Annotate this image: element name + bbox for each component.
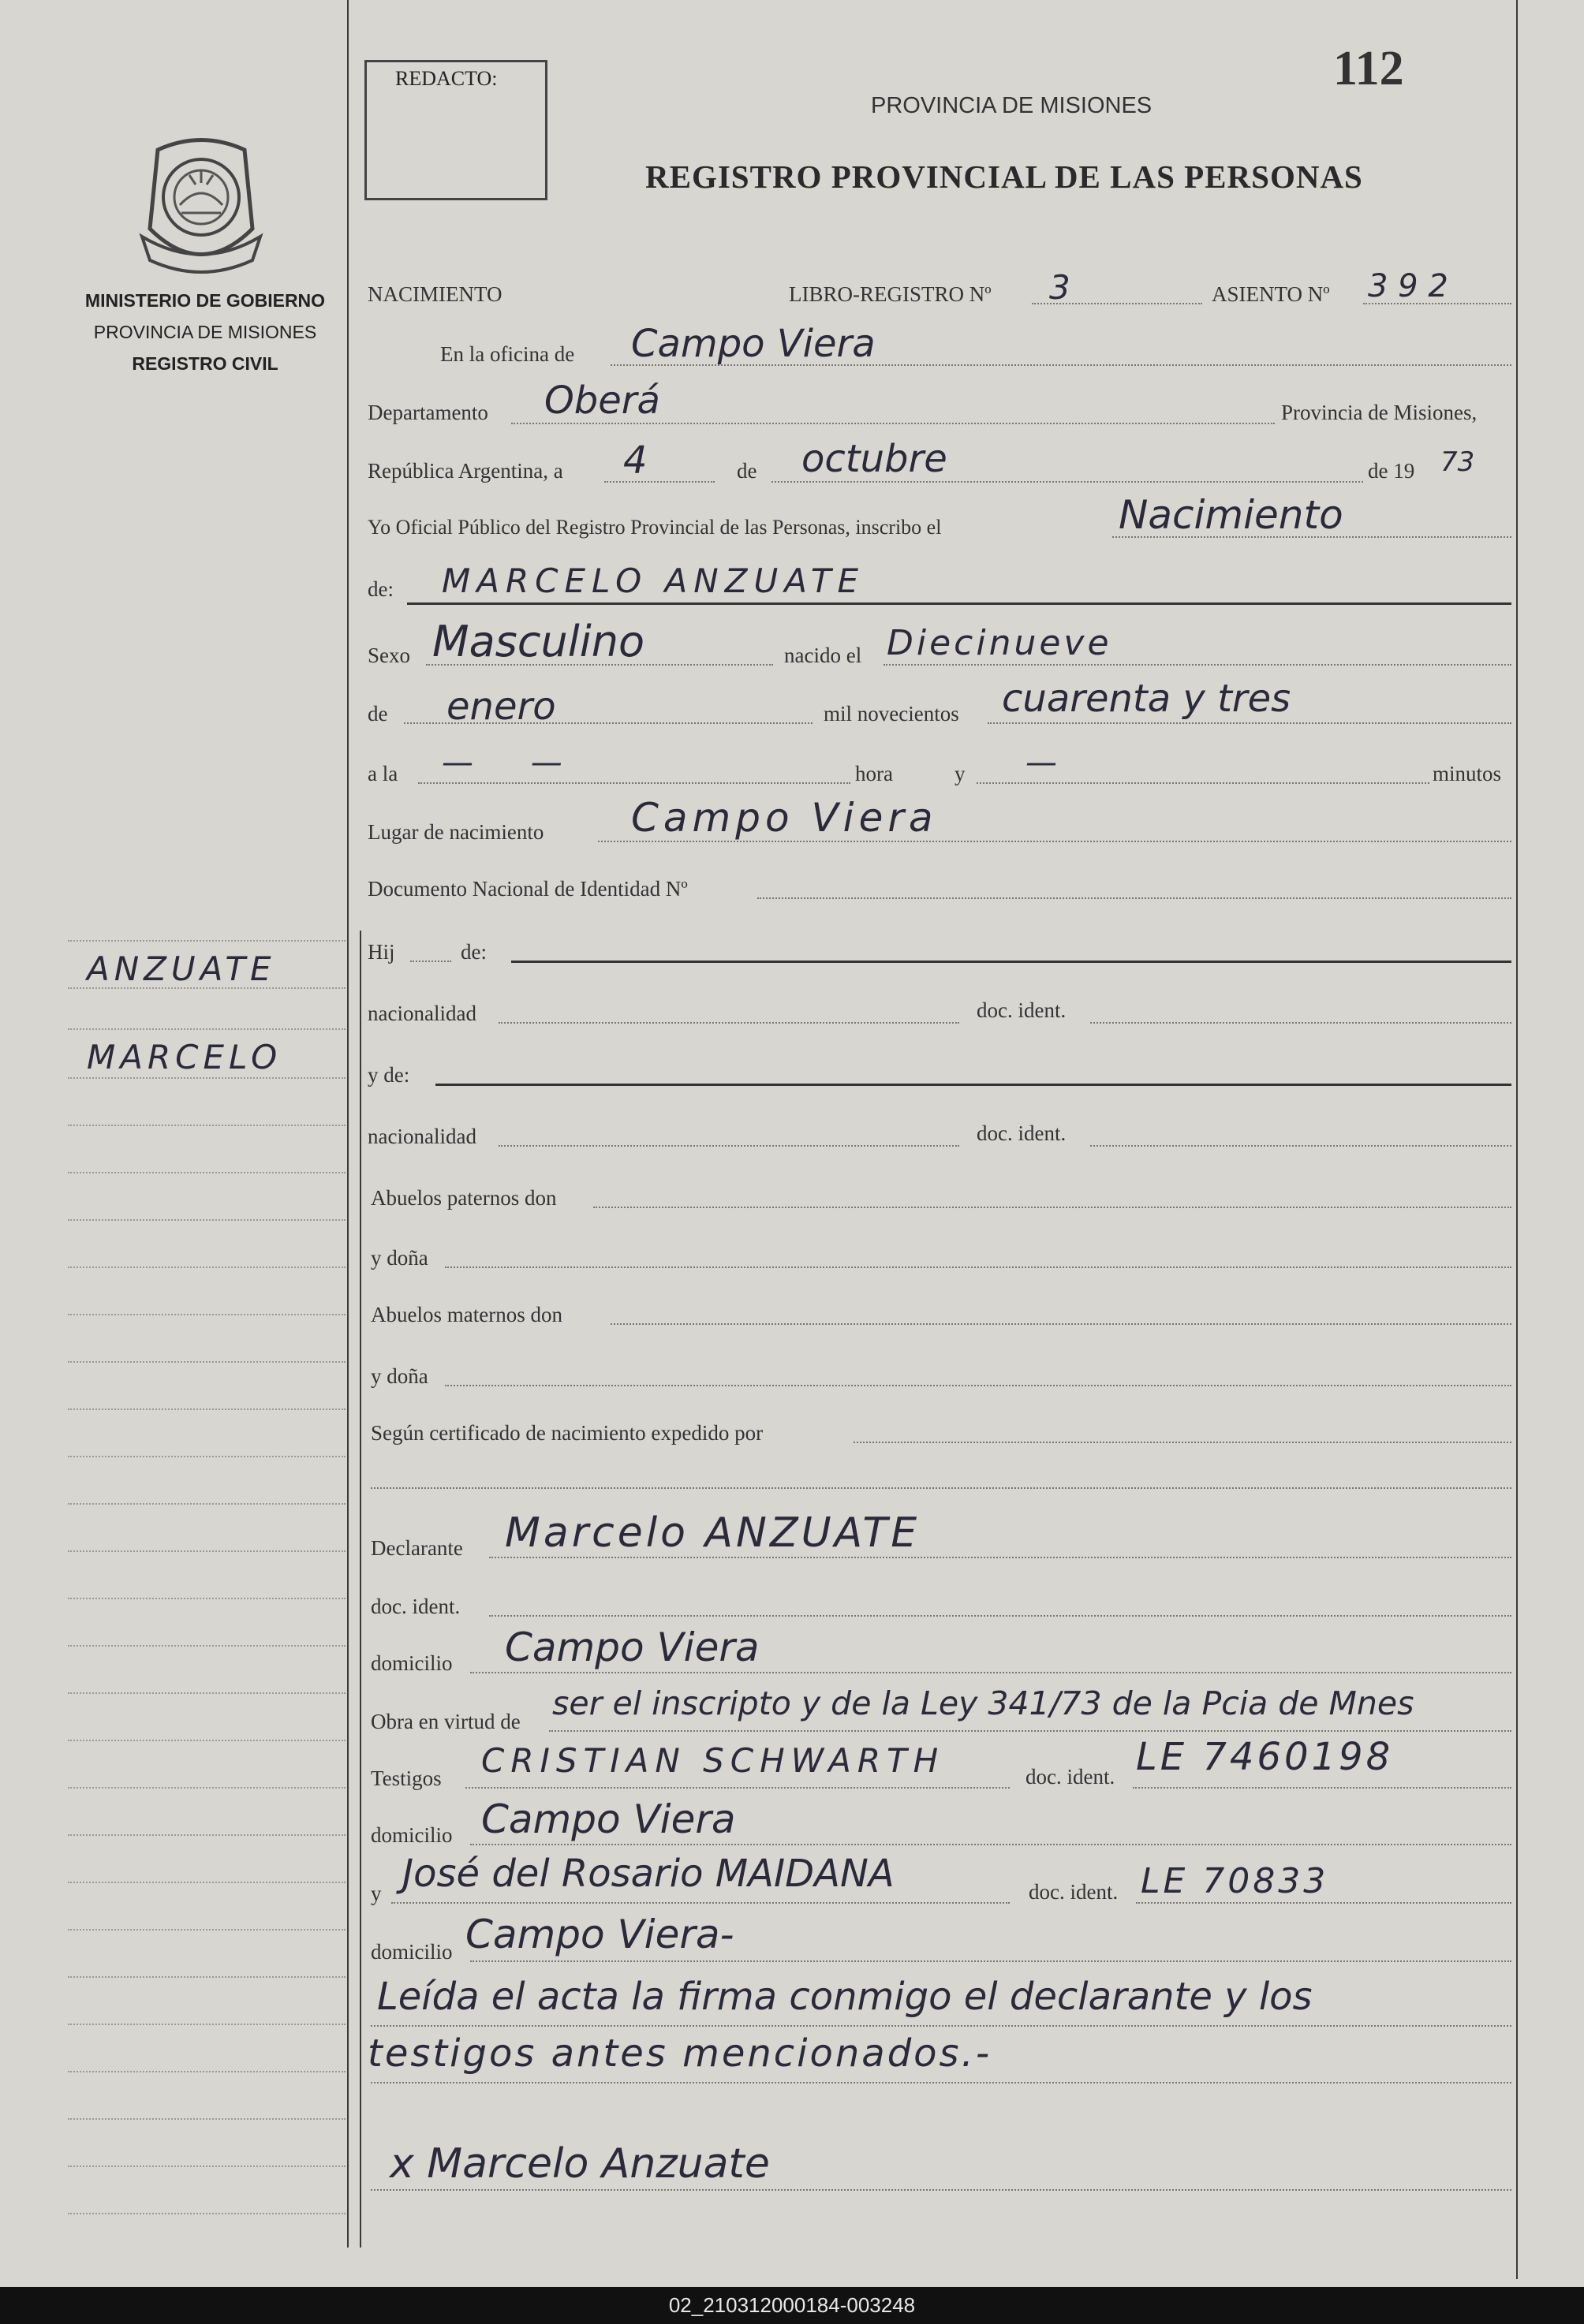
department-label: Departamento [368, 401, 488, 424]
declarant-label: Declarante [371, 1536, 463, 1560]
born-month-value: enero [446, 685, 556, 729]
page-border-left [347, 0, 349, 2248]
dni-label: Documento Nacional de Identidad Nº [368, 877, 688, 901]
maternal-line [611, 1323, 1511, 1325]
redacto-box [364, 60, 547, 200]
witness2-name: José del Rosario MAIDANA [402, 1852, 895, 1896]
witness1-domicile-line [470, 1844, 1511, 1845]
birthplace-line [598, 841, 1511, 842]
dni-line [757, 897, 1511, 899]
margin-line [68, 1929, 346, 1930]
closing-line-2: testigos antes mencionados.- [368, 2031, 992, 2076]
signature: x Marcelo Anzuate [390, 2140, 770, 2188]
margin-line [68, 1550, 346, 1552]
paternal-dona-line [445, 1266, 1511, 1268]
margin-line [68, 2024, 346, 2025]
province-heading: PROVINCIA DE MISIONES [871, 93, 1153, 118]
by-virtue-label: Obra en virtud de [371, 1710, 521, 1733]
margin-line [68, 1361, 346, 1363]
closing-line-rule-2 [371, 2082, 1511, 2083]
doc-ident-label-1: doc. ident. [977, 998, 1067, 1022]
witnesses-label: Testigos [371, 1766, 442, 1790]
registry-title: REGISTRO PROVINCIAL DE LAS PERSONAS [645, 159, 1363, 195]
ministry-line-3: REGISTRO CIVIL [132, 353, 278, 374]
birthplace-value: Campo Viera [631, 795, 938, 841]
margin-line [68, 1125, 346, 1126]
redacto-label: REDACTO: [395, 67, 498, 90]
month-line [771, 481, 1363, 483]
doc-ident-line-2 [1090, 1145, 1511, 1147]
by-virtue-line [549, 1730, 1511, 1732]
witness2-doc-label: doc. ident. [1029, 1880, 1119, 1904]
margin-line [68, 2213, 346, 2214]
born-label: nacido el [784, 643, 862, 667]
closing-line-1: Leída el acta la firma conmigo el declarante y los [377, 1975, 1313, 2019]
de-colon-label: de: [368, 577, 394, 601]
parent2-line [435, 1084, 1511, 1086]
born-year-value: cuarenta y tres [1002, 677, 1291, 721]
book-value: 3 [1049, 268, 1070, 307]
minutes-line [977, 782, 1429, 784]
minutes-label: minutos [1433, 762, 1502, 785]
at-label: a la [368, 762, 398, 785]
book-label: LIBRO-REGISTRO Nº [789, 282, 992, 306]
declarant-doc-line [489, 1615, 1511, 1617]
margin-line [68, 1598, 346, 1599]
declarant-line [489, 1557, 1511, 1558]
margin-line [68, 1692, 346, 1694]
witness2-line [391, 1902, 1010, 1904]
certificate-line [854, 1442, 1511, 1443]
ministry-line-2: PROVINCIA DE MISIONES [93, 322, 317, 342]
nationality-line-2 [499, 1145, 959, 1147]
birthplace-label: Lugar de nacimiento [368, 820, 544, 844]
sex-value: Masculino [432, 617, 644, 666]
witness1-name: CRISTIAN SCHWARTH [481, 1741, 945, 1780]
department-line [511, 423, 1275, 424]
year-value: 73 [1440, 446, 1475, 478]
margin-line [68, 2118, 346, 2120]
witness1-domicile-label: domicilio [371, 1823, 453, 1847]
witness1-doc: LE 7460198 [1136, 1735, 1394, 1779]
officer-label: Yo Oficial Público del Registro Provincial de las Personas, inscribo el [368, 516, 942, 539]
margin-given-name: MARCELO [87, 1038, 282, 1076]
paternal-label: Abuelos paternos don [371, 1186, 557, 1210]
margin-line [68, 1503, 346, 1505]
witness2-domicile-label: domicilio [371, 1940, 453, 1964]
office-value: Campo Viera [631, 322, 876, 366]
day-value: 4 [623, 438, 648, 483]
declarant-domicile-line [470, 1672, 1511, 1673]
content-rule [360, 931, 361, 2248]
department-value: Oberá [544, 379, 660, 423]
witness2-domicile: Campo Viera- [465, 1912, 734, 1957]
margin-line [68, 1219, 346, 1221]
margin-line [68, 1314, 346, 1315]
record-type-label: NACIMIENTO [368, 282, 502, 306]
nationality-line-1 [499, 1022, 959, 1024]
margin-line [68, 1740, 346, 1741]
page-border-right [1516, 0, 1518, 2279]
child-of-label: de: [461, 940, 487, 964]
margin-line [68, 940, 346, 942]
nationality-label-2: nacionalidad [368, 1125, 476, 1148]
de-label: de [737, 459, 757, 483]
entry-label: ASIENTO Nº [1212, 282, 1330, 306]
signature-rule [371, 2189, 1511, 2191]
margin-line [68, 2071, 346, 2072]
entry-value: 3 9 2 [1368, 268, 1448, 304]
declarant-value: Marcelo ANZUATE [505, 1509, 921, 1557]
margin-line [68, 1028, 346, 1030]
officer-value: Nacimiento [1119, 492, 1343, 538]
minutes-value: — [1025, 744, 1057, 781]
year-label: de 19 [1368, 459, 1415, 483]
maternal-dona-label: y doña [371, 1364, 428, 1388]
declarant-doc-label: doc. ident. [371, 1595, 461, 1618]
margin-line [68, 1834, 346, 1836]
and-of-label: y de: [368, 1063, 410, 1087]
province-suffix: Provincia de Misiones, [1281, 401, 1478, 424]
margin-line [68, 1645, 346, 1647]
month-prefix: de [368, 702, 388, 726]
child-gender-line [410, 961, 451, 962]
born-day-line [884, 664, 1511, 666]
doc-ident-line-1 [1090, 1022, 1511, 1024]
closing-line-rule-1 [371, 2025, 1511, 2027]
margin-line [68, 1882, 346, 1883]
day-line [604, 481, 715, 483]
margin-line [68, 2165, 346, 2167]
margin-line [68, 1976, 346, 1978]
witness1-doc-label: doc. ident. [1025, 1765, 1115, 1789]
margin-surname: ANZUATE [87, 949, 276, 988]
republic-label: República Argentina, a [368, 459, 563, 483]
witness1-domicile: Campo Viera [481, 1796, 736, 1842]
office-label: En la oficina de [440, 342, 575, 366]
month-value: octubre [801, 437, 947, 481]
witness2-doc: LE 70833 [1141, 1861, 1329, 1901]
paternal-line [593, 1207, 1511, 1208]
by-virtue-value: ser el inscripto y de la Ley 341/73 de la Pcia de Mnes [552, 1684, 1414, 1722]
maternal-label: Abuelos maternos don [371, 1303, 562, 1326]
provincial-seal-icon [134, 134, 268, 276]
margin-line [68, 1077, 346, 1079]
born-year-line [988, 722, 1511, 724]
parent1-line [511, 961, 1511, 963]
declarant-domicile-label: domicilio [371, 1651, 453, 1675]
paternal-dona-label: y doña [371, 1246, 428, 1270]
certificate-label: Según certificado de nacimiento expedido por [371, 1421, 764, 1445]
at-value: — — [442, 744, 586, 781]
sex-label: Sexo [368, 643, 410, 667]
margin-line [68, 1456, 346, 1457]
maternal-dona-line [445, 1385, 1511, 1386]
witness1-line [465, 1787, 1010, 1789]
footer-id: 02_210312000184-003248 [0, 2287, 1584, 2324]
hour-line [418, 782, 850, 784]
certificate-line-2 [371, 1487, 1511, 1489]
y-label: y [371, 1882, 382, 1905]
ministry-line-1: MINISTERIO DE GOBIERNO [84, 290, 326, 311]
margin-line [68, 1408, 346, 1410]
witness1-doc-line [1133, 1787, 1511, 1789]
thousand-label: mil novecientos [824, 702, 959, 726]
margin-line [68, 1266, 346, 1268]
witness2-domicile-line [470, 1960, 1511, 1962]
margin-line [68, 1787, 346, 1789]
declarant-domicile: Campo Viera [505, 1625, 760, 1670]
witness2-doc-line [1136, 1902, 1511, 1904]
name-line [407, 602, 1511, 605]
nationality-label-1: nacionalidad [368, 1002, 476, 1025]
doc-ident-label-2: doc. ident. [977, 1121, 1067, 1145]
born-day-value: Diecinueve [887, 623, 1112, 663]
child-label: Hij [368, 940, 395, 964]
and-label: y [955, 762, 966, 785]
page-number: 112 [1333, 42, 1404, 95]
margin-line [68, 1172, 346, 1173]
person-name: MARCELO ANZUATE [442, 561, 865, 600]
hour-label: hora [855, 762, 893, 785]
